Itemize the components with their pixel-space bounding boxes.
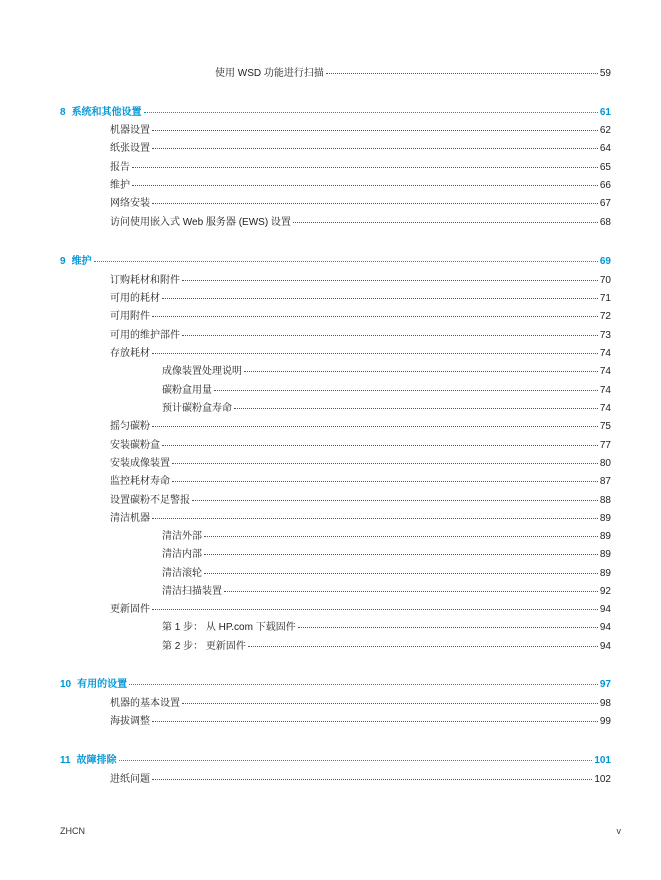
toc-entry-page: 70 <box>599 275 611 286</box>
toc-entry[interactable] <box>162 641 611 653</box>
toc-entry-label: 设置碳粉不足警报 <box>110 495 190 506</box>
leader-dots <box>144 112 598 113</box>
leader-dots <box>152 148 598 149</box>
toc-entry[interactable] <box>110 716 611 728</box>
leader-dots <box>172 463 598 464</box>
footer-page-number: v <box>616 826 621 836</box>
toc-entry[interactable] <box>110 458 611 470</box>
leader-dots <box>224 591 598 592</box>
leader-dots <box>172 481 598 482</box>
toc-entry-page: 68 <box>599 217 611 228</box>
toc-entry-page: 74 <box>599 385 611 396</box>
toc-entry-label: 可用附件 <box>110 311 150 322</box>
toc-entry-label: 清洁滚轮 <box>162 568 202 579</box>
toc-entry-page: 89 <box>599 568 611 579</box>
toc-entry-label: 安装碳粉盒 <box>110 440 160 451</box>
toc-entry[interactable] <box>162 568 611 580</box>
toc-entry-page: 94 <box>599 604 611 615</box>
toc-entry-label: 成像装置处理说明 <box>162 366 242 377</box>
toc-entry-label: 安装成像装置 <box>110 458 170 469</box>
chapter-number: 8 <box>60 107 66 118</box>
leader-dots <box>204 536 598 537</box>
toc-entry-page: 92 <box>599 586 611 597</box>
leader-dots <box>182 280 598 281</box>
chapter-heading[interactable] <box>60 107 611 119</box>
leader-dots <box>214 390 598 391</box>
leader-dots <box>152 518 598 519</box>
chapter-title: 维护 <box>71 256 92 267</box>
toc-entry-label: 监控耗材寿命 <box>110 476 170 487</box>
leader-dots <box>204 573 598 574</box>
toc-entry[interactable] <box>162 366 611 378</box>
toc-entry[interactable] <box>110 125 611 137</box>
toc-entry[interactable] <box>110 513 611 525</box>
toc-entry-page: 77 <box>599 440 611 451</box>
toc-entry-label: 维护 <box>110 180 130 191</box>
leader-dots <box>94 261 598 262</box>
toc-entry-page: 72 <box>599 311 611 322</box>
toc-entry[interactable] <box>162 586 611 598</box>
toc-entry[interactable] <box>162 385 611 397</box>
toc-entry-page: 65 <box>599 162 611 173</box>
toc-entry[interactable] <box>110 275 611 287</box>
toc-entry-label: 预计碳粉盒寿命 <box>162 403 232 414</box>
toc-entry[interactable] <box>162 549 611 561</box>
leader-dots <box>182 703 598 704</box>
toc-entry[interactable] <box>110 330 611 342</box>
leader-dots <box>152 426 598 427</box>
toc-entry-page: 98 <box>599 698 611 709</box>
toc-entry[interactable] <box>110 698 611 710</box>
toc-entry-label: 第 1 步： 从 HP.com 下载固件 <box>162 622 296 633</box>
leader-dots <box>204 554 598 555</box>
toc-entry-page: 87 <box>599 476 611 487</box>
toc-entry-page: 89 <box>599 513 611 524</box>
toc-entry[interactable] <box>110 293 611 305</box>
leader-dots <box>152 779 592 780</box>
toc-entry-label: 清洁内部 <box>162 549 202 560</box>
toc-entry[interactable] <box>110 495 611 507</box>
leader-dots <box>182 335 598 336</box>
toc-entry[interactable] <box>110 198 611 210</box>
chapter-number: 10 <box>60 679 72 690</box>
toc-entry-label: 清洁外部 <box>162 531 202 542</box>
toc-entry[interactable] <box>110 162 611 174</box>
toc-entry-label: 纸张设置 <box>110 143 150 154</box>
toc-entry-label: 清洁扫描装置 <box>162 586 222 597</box>
toc-entry[interactable] <box>110 217 611 229</box>
chapter-page: 61 <box>599 107 611 118</box>
toc-entry-page: 64 <box>599 143 611 154</box>
leader-dots <box>152 609 598 610</box>
footer-locale: ZHCN <box>60 826 85 836</box>
leader-dots <box>152 353 598 354</box>
leader-dots <box>132 167 598 168</box>
toc-entry-label: 进纸问题 <box>110 774 150 785</box>
toc-entry-label: 使用 WSD 功能进行扫描 <box>215 68 324 79</box>
leader-dots <box>234 408 598 409</box>
toc-entry-label: 机器设置 <box>110 125 150 136</box>
chapter-title: 系统和其他设置 <box>71 107 142 118</box>
chapter-title: 有用的设置 <box>77 679 128 690</box>
toc-entry-label: 第 2 步： 更新固件 <box>162 641 246 652</box>
toc-entry-label: 摇匀碳粉 <box>110 421 150 432</box>
leader-dots <box>293 222 598 223</box>
toc-entry-page: 89 <box>599 549 611 560</box>
chapter-number: 11 <box>60 755 71 766</box>
toc-entry[interactable] <box>110 311 611 323</box>
toc-entry-label: 网络安装 <box>110 198 150 209</box>
toc-entry-page: 74 <box>599 348 611 359</box>
toc-entry-page: 62 <box>599 125 611 136</box>
leader-dots <box>129 684 598 685</box>
leader-dots <box>248 646 598 647</box>
toc-entry-page: 94 <box>599 641 611 652</box>
toc-entry-label: 机器的基本设置 <box>110 698 180 709</box>
toc-entry-page: 80 <box>599 458 611 469</box>
toc-entry-page: 102 <box>594 774 611 785</box>
toc-entry-page: 67 <box>599 198 611 209</box>
toc-entry[interactable] <box>110 604 611 616</box>
toc-entry-label: 可用的耗材 <box>110 293 160 304</box>
chapter-page: 97 <box>599 679 611 690</box>
toc-entry-page: 88 <box>599 495 611 506</box>
chapter-page: 101 <box>594 755 611 766</box>
leader-dots <box>298 627 598 628</box>
chapter-number: 9 <box>60 256 66 267</box>
leader-dots <box>152 203 598 204</box>
toc-entry-page: 75 <box>599 421 611 432</box>
toc-entry-label: 访问使用嵌入式 Web 服务器 (EWS) 设置 <box>110 217 291 228</box>
toc-entry[interactable] <box>162 622 611 634</box>
chapter-heading[interactable] <box>60 755 611 767</box>
toc-entry-page: 74 <box>599 366 611 377</box>
toc-entry-page: 94 <box>599 622 611 633</box>
chapter-page: 69 <box>599 256 611 267</box>
leader-dots <box>152 316 598 317</box>
leader-dots <box>152 721 598 722</box>
toc-entry-label: 碳粉盒用量 <box>162 385 212 396</box>
leader-dots <box>152 130 598 131</box>
toc-entry-page: 71 <box>599 293 611 304</box>
toc-entry-page: 59 <box>599 68 611 79</box>
toc-entry[interactable] <box>110 348 611 360</box>
toc-entry-page: 74 <box>599 403 611 414</box>
leader-dots <box>119 760 593 761</box>
leader-dots <box>192 500 598 501</box>
toc-entry-label: 更新固件 <box>110 604 150 615</box>
toc-entry[interactable] <box>110 774 611 786</box>
toc-entry-label: 可用的维护部件 <box>110 330 180 341</box>
chapter-title: 故障排除 <box>76 755 117 766</box>
toc-entry-label: 报告 <box>110 162 130 173</box>
toc-entry-label: 清洁机器 <box>110 513 150 524</box>
toc-entry[interactable] <box>162 403 611 415</box>
toc-entry[interactable] <box>110 143 611 155</box>
toc-entry[interactable] <box>110 180 611 192</box>
chapter-heading[interactable] <box>60 256 611 268</box>
toc-entry-page: 73 <box>599 330 611 341</box>
leader-dots <box>326 73 598 74</box>
toc-entry-page: 99 <box>599 716 611 727</box>
toc-entry-label: 海拔调整 <box>110 716 150 727</box>
leader-dots <box>162 298 598 299</box>
toc-entry-label: 存放耗材 <box>110 348 150 359</box>
leader-dots <box>162 445 598 446</box>
leader-dots <box>244 371 598 372</box>
toc-entry[interactable] <box>110 421 611 433</box>
toc-entry[interactable] <box>110 440 611 452</box>
toc-entry-page: 66 <box>599 180 611 191</box>
toc-entry[interactable] <box>215 68 611 80</box>
chapter-heading[interactable] <box>60 679 611 691</box>
toc-entry-page: 89 <box>599 531 611 542</box>
toc-entry[interactable] <box>110 476 611 488</box>
leader-dots <box>132 185 598 186</box>
toc-entry-label: 订购耗材和附件 <box>110 275 180 286</box>
toc-entry[interactable] <box>162 531 611 543</box>
